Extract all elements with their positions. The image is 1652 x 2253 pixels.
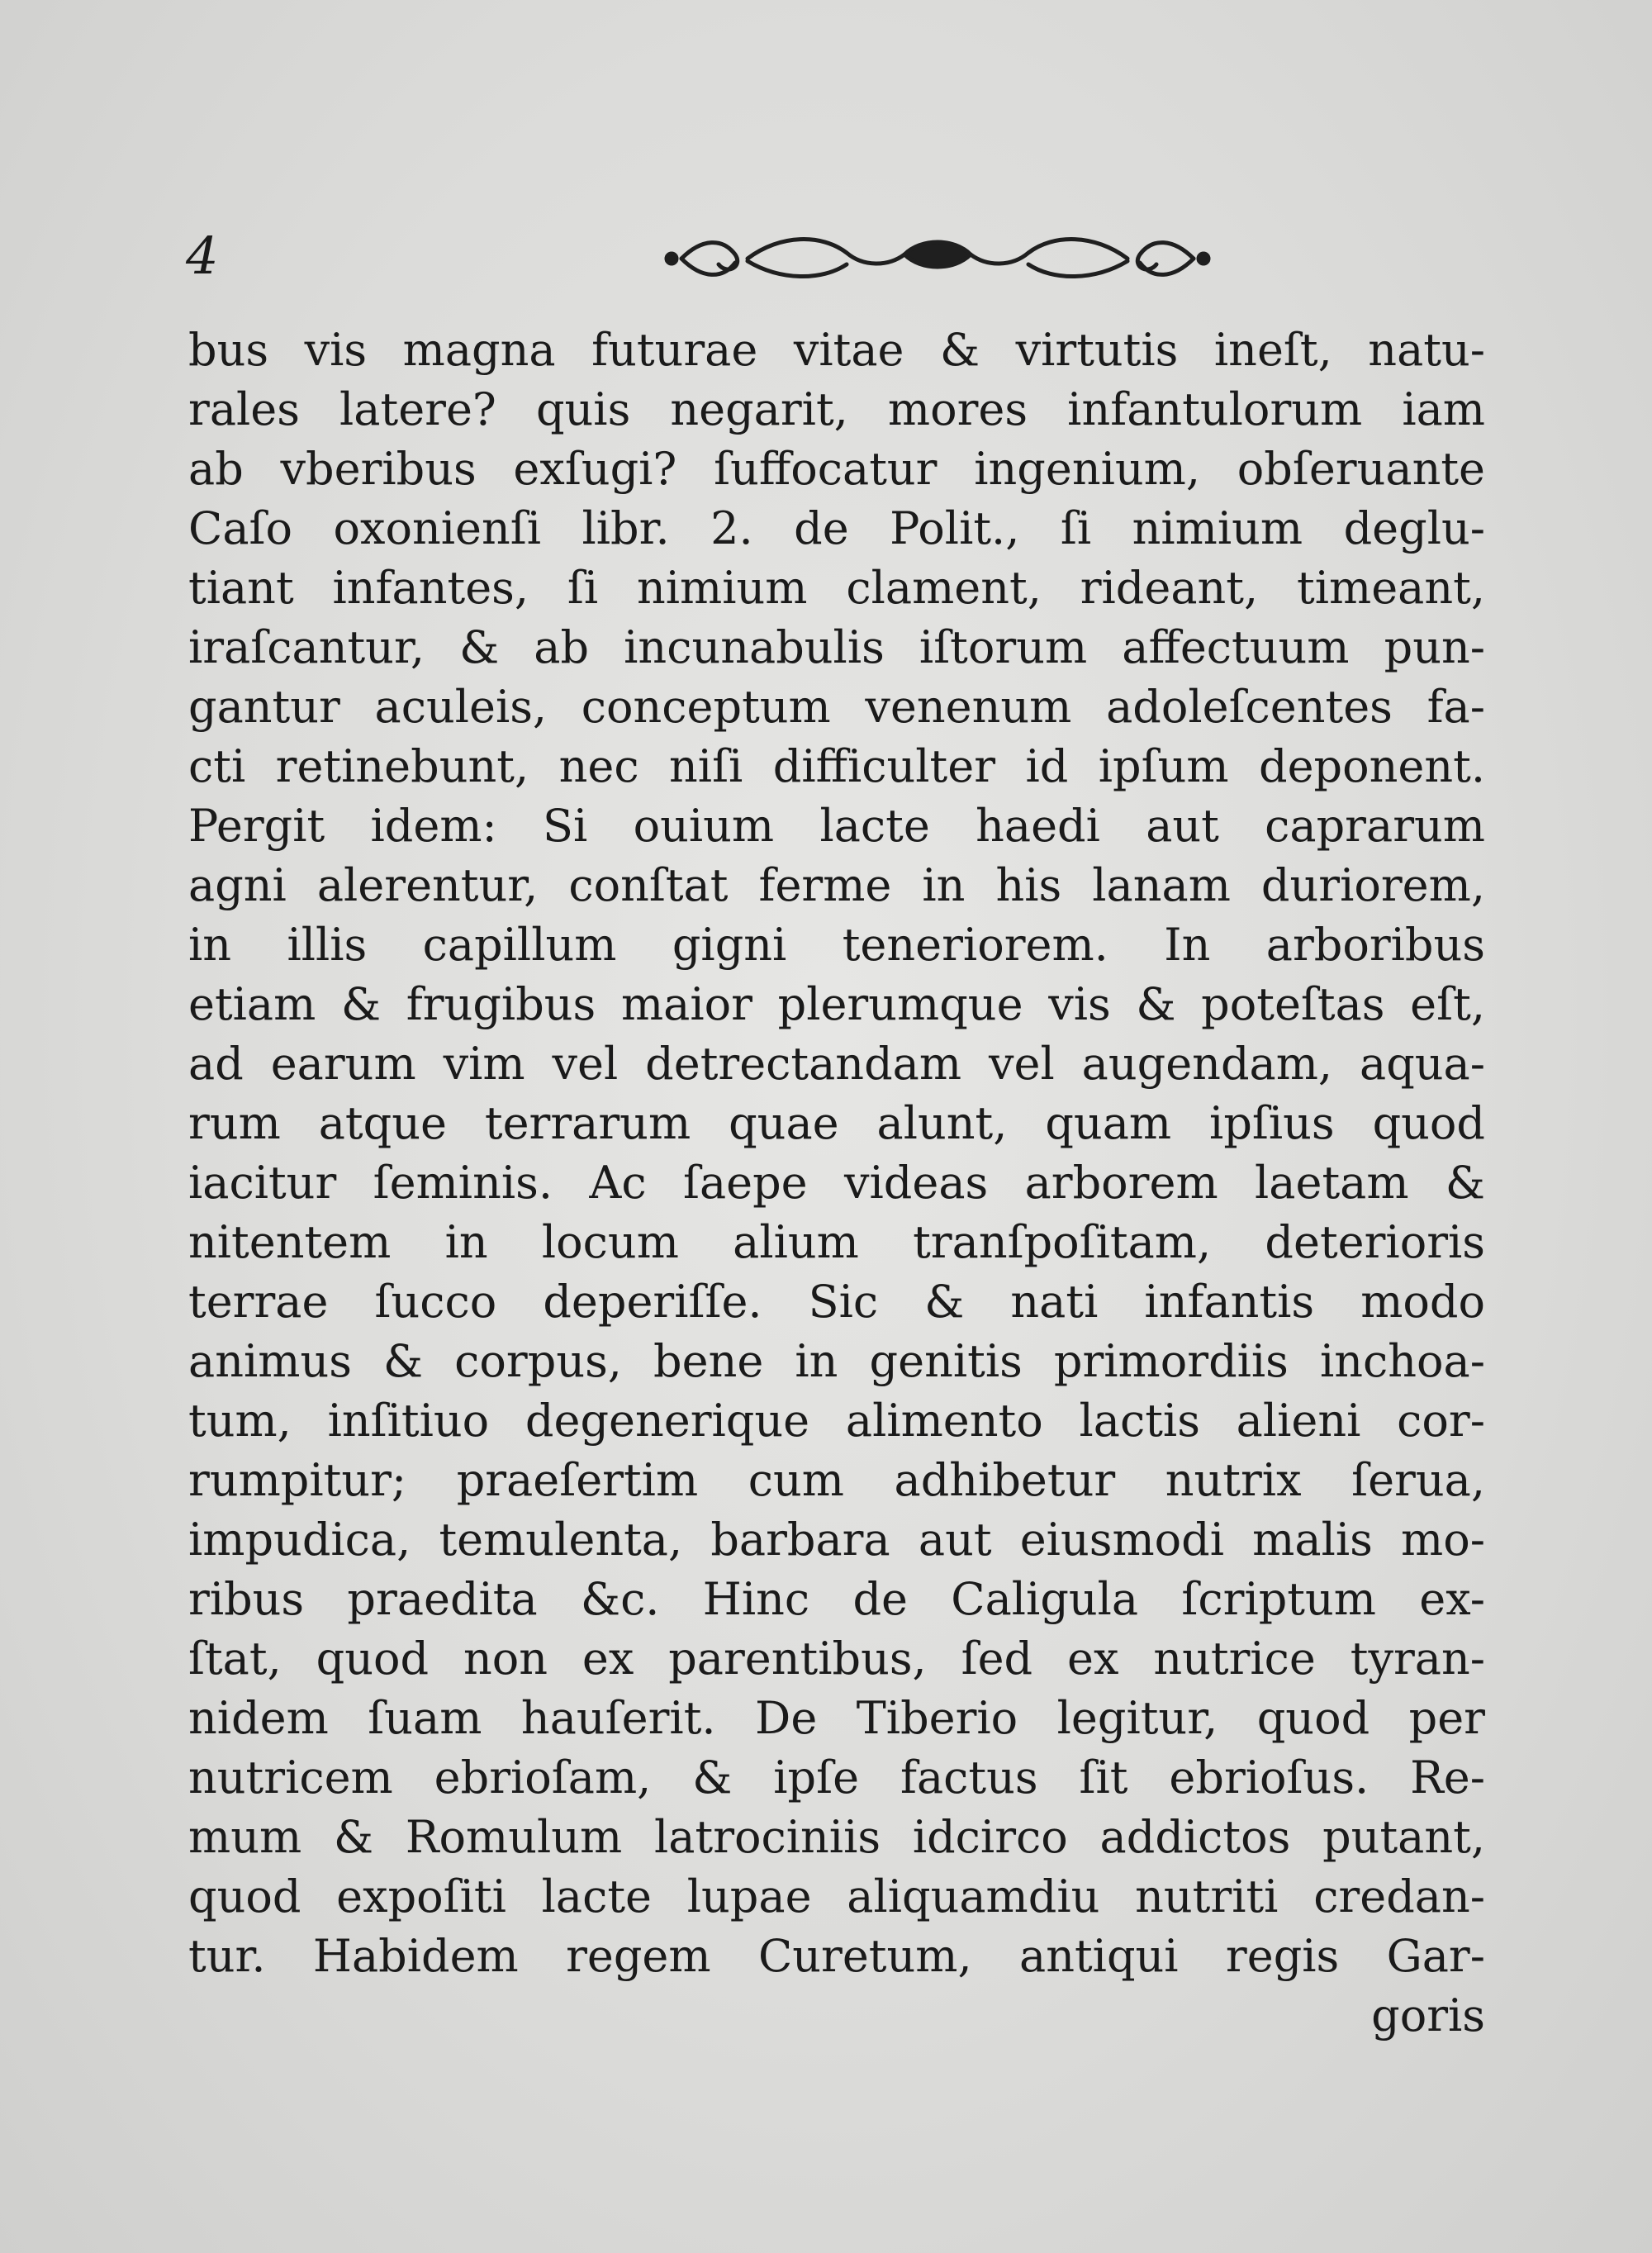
text-line: ſtat, quod non ex parentibus, ſed ex nutrice tyran- bbox=[188, 1633, 1485, 1685]
text-line: Caſo oxonienſi libr. 2. de Polit., ſi nimium deglu- bbox=[188, 502, 1485, 554]
body-text bbox=[188, 321, 1485, 2046]
decorative-rule-ornament-icon bbox=[657, 230, 1218, 288]
text-line: tiant infantes, ſi nimium clament, rideant, timeant, bbox=[188, 562, 1485, 614]
text-line: animus & corpus, bene in genitis primordiis inchoa- bbox=[188, 1335, 1485, 1387]
text-line: nidem ſuam hauſerit. De Tiberio legitur, quod per bbox=[188, 1692, 1485, 1744]
text-line: ab vberibus exſugi? ſuffocatur ingenium, obſeruante bbox=[188, 443, 1485, 495]
text-line: nitentem in locum alium tranſpoſitam, deterioris bbox=[188, 1216, 1485, 1268]
page-number: 4 bbox=[186, 226, 219, 286]
text-line: in illis capillum gigni teneriorem. In arboribus bbox=[188, 919, 1485, 971]
text-line: ribus praedita &c. Hinc de Caligula ſcriptum ex- bbox=[188, 1573, 1485, 1625]
text-line: impudica, temulenta, barbara aut eiusmodi malis mo- bbox=[188, 1514, 1485, 1566]
text-line: etiam & frugibus maior plerumque vis & poteſtas eſt, bbox=[188, 978, 1485, 1030]
text-line: goris bbox=[1371, 1989, 1485, 2041]
text-line: Pergit idem: Si ouium lacte haedi aut caprarum bbox=[188, 800, 1485, 852]
text-line: nutricem ebrioſam, & ipſe factus ſit ebrioſus. Re- bbox=[188, 1752, 1485, 1804]
text-line: agni alerentur, conſtat ferme in his lanam duriorem, bbox=[188, 859, 1485, 911]
text-line: ad earum vim vel detrectandam vel augendam, aqua- bbox=[188, 1038, 1485, 1090]
text-line: quod expoſiti lacte lupae aliquamdiu nutriti credan- bbox=[188, 1870, 1485, 1923]
text-line: tur. Habidem regem Curetum, antiqui regis Gar- bbox=[188, 1930, 1485, 1982]
text-line: rumpitur; praeſertim cum adhibetur nutrix ſerua, bbox=[188, 1454, 1485, 1506]
page-header bbox=[186, 223, 1483, 297]
text-line: tum, inſitiuo degenerique alimento lactis alieni cor- bbox=[188, 1395, 1485, 1447]
text-line: cti retinebunt, nec niſi difficulter id ipſum deponent. bbox=[188, 740, 1485, 792]
text-line: terrae ſucco deperiſſe. Sic & nati infantis modo bbox=[188, 1276, 1485, 1328]
text-line: gantur aculeis, conceptum venenum adoleſcentes fa- bbox=[188, 681, 1485, 733]
text-line: rales latere? quis negarit, mores infantulorum iam bbox=[188, 383, 1485, 435]
text-line: rum atque terrarum quae alunt, quam ipſius quod bbox=[188, 1097, 1485, 1149]
text-line: bus vis magna futurae vitae & virtutis ineſt, natu- bbox=[188, 324, 1485, 376]
text-line: mum & Romulum latrociniis idcirco addictos putant, bbox=[188, 1811, 1485, 1863]
text-line: iacitur ſeminis. Ac ſaepe videas arborem laetam & bbox=[188, 1157, 1485, 1209]
text-line: iraſcantur, & ab incunabulis iſtorum affectuum pun- bbox=[188, 621, 1485, 673]
